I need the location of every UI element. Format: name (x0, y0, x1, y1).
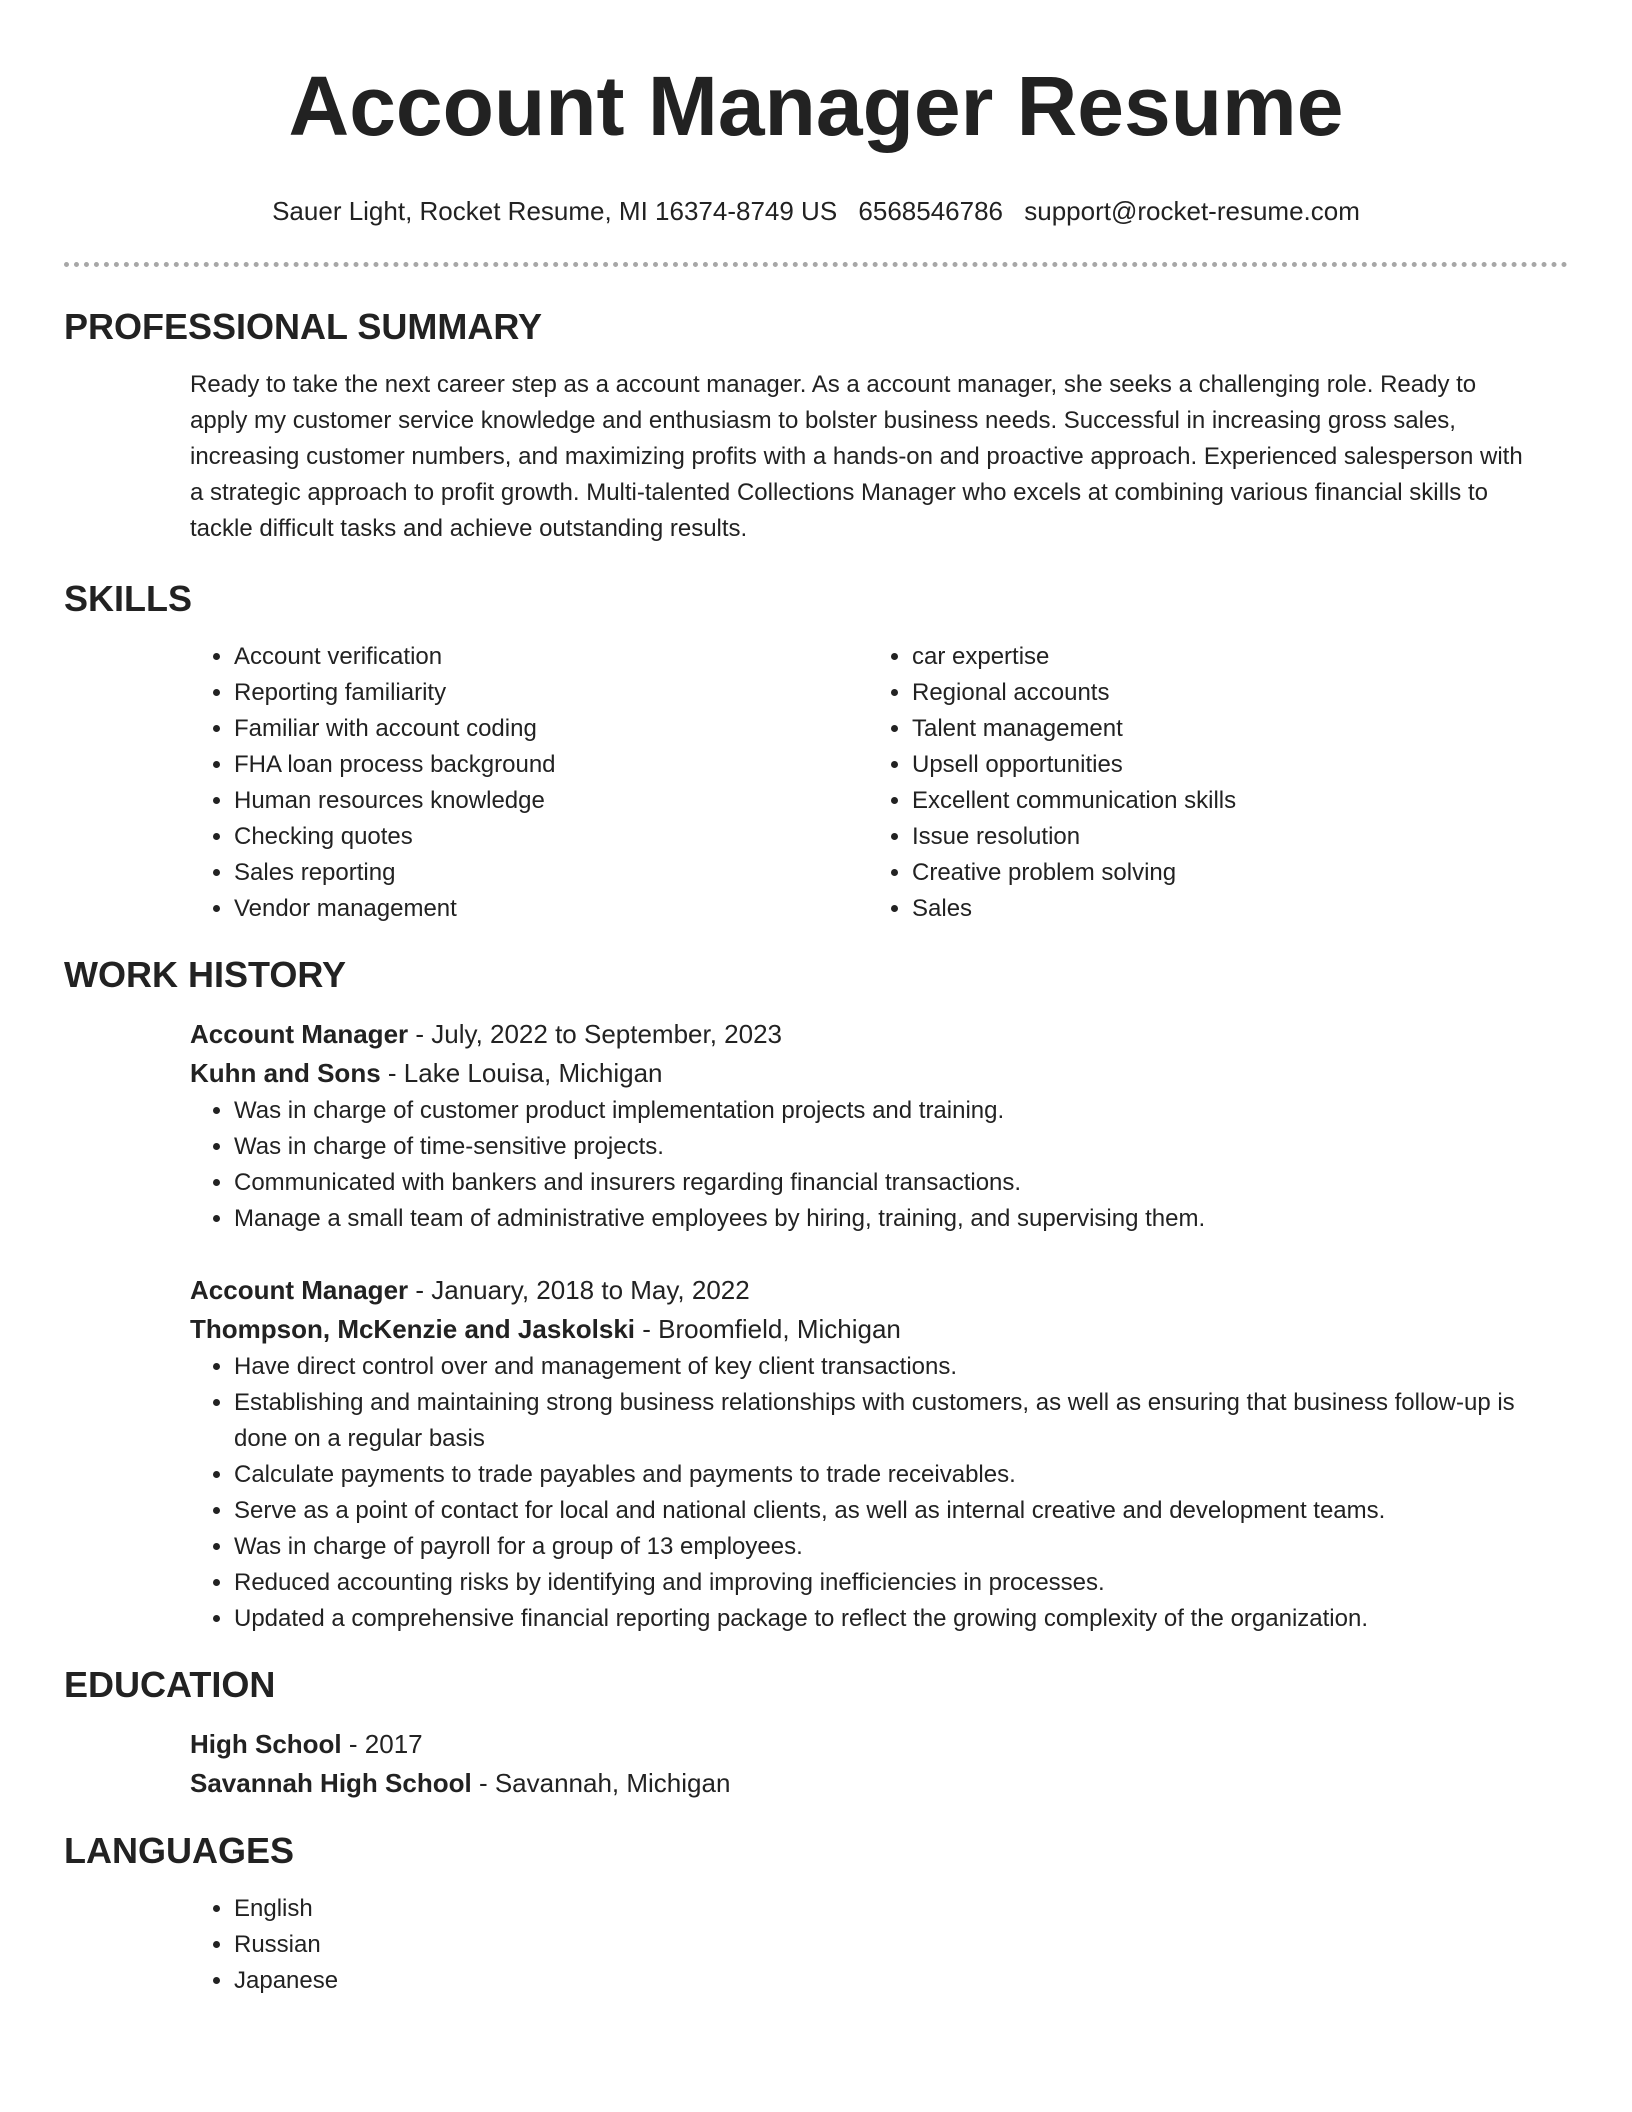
job-bullet: • Was in charge of time-sensitive projects. (234, 1129, 1528, 1165)
skill-item: • Account verification (234, 639, 868, 675)
job-bullet: • Was in charge of payroll for a group of 13 employees. (234, 1529, 1528, 1565)
education-degree: High School (190, 1729, 342, 1759)
skill-item: • Upsell opportunities (912, 747, 1546, 783)
skill-item: • Sales reporting (234, 855, 868, 891)
job-company-line (190, 1310, 1568, 1349)
section-title-languages: LANGUAGES (64, 1830, 295, 1871)
education-school: Savannah High School (190, 1768, 472, 1798)
section-education (64, 1663, 1568, 1803)
job-company: Kuhn and Sons (190, 1058, 381, 1088)
job-bullet: • Reduced accounting risks by identifying and improving inefficiencies in processes. (234, 1565, 1528, 1601)
job-title-line (190, 1271, 1568, 1310)
job-title: Account Manager (190, 1275, 409, 1305)
section-title-skills: SKILLS (64, 578, 193, 619)
header-divider (64, 262, 1568, 267)
job-title: Account Manager (190, 1019, 409, 1049)
skill-item: • Talent management (912, 711, 1546, 747)
job-company: Thompson, McKenzie and Jaskolski (190, 1314, 635, 1344)
skill-item: • Reporting familiarity (234, 675, 868, 711)
section-title-education: EDUCATION (64, 1664, 276, 1705)
language-item: • English (234, 1891, 1568, 1927)
skill-item: • Familiar with account coding (234, 711, 868, 747)
job-dates: - July, 2022 to September, 2023 (408, 1019, 783, 1049)
job-bullet: • Calculate payments to trade payables and payments to trade receivables. (234, 1457, 1528, 1493)
job-bullet: • Have direct control over and management of key client transactions. (234, 1349, 1528, 1385)
job-entry (190, 1015, 1568, 1237)
resume-header (64, 0, 1568, 228)
languages-list (190, 1891, 1568, 1999)
summary-text: Ready to take the next career step as a account manager. As a account manager, she seeks a challenging role. Ready to apply my customer service knowledge and enthusiasm to bolster business needs. Successful in increasing gross sales, increasing customer numbers, and maximizing profits with a hands-on and proactive approach. Experienced salesperson with a strategic approach to profit growth. Multi-talented Collections Manager who excels at combining various financial skills to tackle difficult tasks and achieve outstanding results. (190, 371, 1523, 542)
contact-line (64, 194, 1568, 228)
skill-item: • Vendor management (234, 891, 868, 927)
job-bullet: • Manage a small team of administrative employees by hiring, training, and supervising them. (234, 1201, 1528, 1237)
skill-item: • FHA loan process background (234, 747, 868, 783)
language-item: • Japanese (234, 1963, 1568, 1999)
skills-column-right (868, 639, 1546, 927)
skill-item: • Regional accounts (912, 675, 1546, 711)
contact-address: Sauer Light, Rocket Resume, MI 16374-8749 US (272, 196, 838, 226)
skill-item: • Human resources knowledge (234, 783, 868, 819)
skills-column-left (190, 639, 868, 927)
section-languages (64, 1829, 1568, 1999)
skill-item: • Sales (912, 891, 1546, 927)
education-degree-line (190, 1725, 1568, 1764)
job-bullets (190, 1093, 1568, 1237)
section-title-work: WORK HISTORY (64, 954, 347, 995)
section-work-history (64, 953, 1568, 1637)
contact-phone: 6568546786 (858, 196, 1004, 226)
job-bullet: • Establishing and maintaining strong business relationships with customers, as well as ensuring that business follow-up is done on a regular basis (234, 1385, 1528, 1457)
job-bullet: • Serve as a point of contact for local and national clients, as well as internal creative and development teams. (234, 1493, 1528, 1529)
job-company-line (190, 1054, 1568, 1093)
job-bullet: • Updated a comprehensive financial reporting package to reflect the growing complexity of the organization. (234, 1601, 1528, 1637)
job-bullet: • Communicated with bankers and insurers regarding financial transactions. (234, 1165, 1528, 1201)
skill-item: • Checking quotes (234, 819, 868, 855)
job-location: - Lake Louisa, Michigan (380, 1058, 663, 1088)
job-bullet: • Was in charge of customer product implementation projects and training. (234, 1093, 1528, 1129)
education-year: - 2017 (341, 1729, 423, 1759)
section-skills (64, 577, 1568, 927)
job-entry (190, 1271, 1568, 1637)
education-school-line (190, 1764, 1568, 1803)
skill-item: • Issue resolution (912, 819, 1546, 855)
language-item: • Russian (234, 1927, 1568, 1963)
resume-title: Account Manager Resume (288, 59, 1344, 153)
section-title-summary: PROFESSIONAL SUMMARY (64, 306, 543, 347)
skill-item: • Excellent communication skills (912, 783, 1546, 819)
skill-item: • car expertise (912, 639, 1546, 675)
job-bullets (190, 1349, 1568, 1637)
job-title-line (190, 1015, 1568, 1054)
job-location: - Broomfield, Michigan (635, 1314, 901, 1344)
section-summary (64, 305, 1568, 547)
skill-item: • Creative problem solving (912, 855, 1546, 891)
job-dates: - January, 2018 to May, 2022 (408, 1275, 750, 1305)
education-location: - Savannah, Michigan (471, 1768, 731, 1798)
contact-email: support@rocket-resume.com (1024, 196, 1360, 226)
